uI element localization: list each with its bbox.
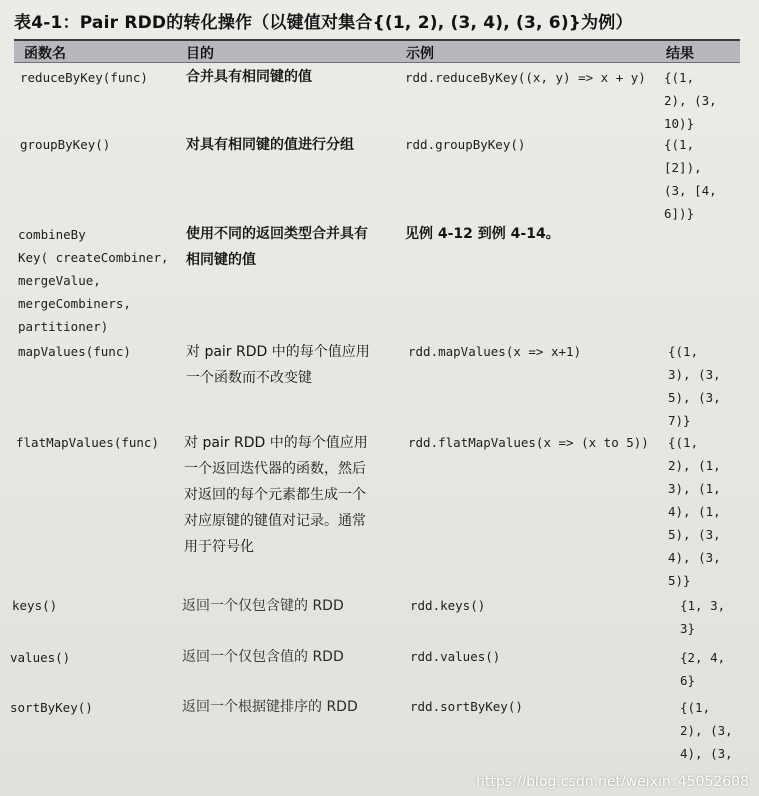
table-header <box>14 39 740 63</box>
table-row-flatmapvalues-purpose <box>184 430 368 560</box>
example-line: rdd.flatMapValues(x => (x to 5)) <box>408 435 649 450</box>
result-line: 3), (3, <box>668 367 721 382</box>
result-line: {(1, <box>664 137 695 152</box>
func-line: reduceByKey(func) <box>20 70 148 85</box>
func-line: mergeValue, <box>18 273 101 288</box>
table-caption: 表4-1：Pair RDD的转化操作（以键值对集合{(1, 2), (3, 4), (3, 6)}为例） <box>14 13 633 33</box>
func-line: sortByKey() <box>10 700 93 715</box>
table-row-values-purpose <box>182 644 344 670</box>
table-row-keys-result <box>680 594 725 640</box>
result-line: {(1, <box>680 700 711 715</box>
table-row-keys-purpose <box>182 593 344 619</box>
table-row-reducebykey-result <box>664 66 717 135</box>
table-row-keys-example <box>410 594 485 617</box>
table-row-combinebykey-func <box>18 223 169 338</box>
table-row-sortbykey-result <box>680 696 733 765</box>
table-row-sortbykey-func <box>10 696 93 719</box>
example-line: rdd.values() <box>410 649 501 664</box>
table-row-reducebykey-example <box>405 66 646 89</box>
result-line: [2]), <box>664 160 702 175</box>
func-line: values() <box>10 650 71 665</box>
example-line: 见例 4-12 到例 4-14。 <box>405 226 560 242</box>
header-result: 结果 <box>666 46 694 62</box>
table-row-sortbykey-example <box>410 695 523 718</box>
example-line: rdd.keys() <box>410 598 486 613</box>
table-row-groupbykey-func <box>20 133 110 156</box>
table-row-combinebykey-example <box>405 221 560 247</box>
table-row-mapvalues-result <box>668 340 721 432</box>
table-row-keys-func <box>12 594 57 617</box>
func-line: flatMapValues(func) <box>16 435 159 450</box>
result-line: {(1, <box>668 344 699 359</box>
table-row-reducebykey-func <box>20 66 148 89</box>
example-line: rdd.groupByKey() <box>405 137 526 152</box>
result-line: 5), (3, <box>668 527 721 542</box>
table-row-mapvalues-example <box>408 340 581 363</box>
table-row-values-func <box>10 646 70 669</box>
result-line: 10)} <box>664 116 695 131</box>
result-line: 6])} <box>664 206 695 221</box>
example-line: rdd.reduceByKey((x, y) => x + y) <box>405 70 646 85</box>
table-row-flatmapvalues-example <box>408 431 649 454</box>
table-row-mapvalues-purpose <box>186 339 370 391</box>
table-row-flatmapvalues-func <box>16 431 159 454</box>
purpose-line: 返回一个仅包含键的 RDD <box>182 598 344 614</box>
result-line: 6} <box>680 673 696 688</box>
result-line: 2), (3, <box>664 93 717 108</box>
result-line: {1, 3, <box>680 598 726 613</box>
table-row-groupbykey-purpose <box>186 132 354 158</box>
result-line: 4), (3, <box>680 746 733 761</box>
result-line: 4), (1, <box>668 504 721 519</box>
purpose-line: 相同键的值 <box>186 252 256 268</box>
purpose-line: 对返回的每个元素都生成一个 <box>184 487 366 503</box>
func-line: keys() <box>12 598 58 613</box>
result-line: 5)} <box>668 573 691 588</box>
table-row-flatmapvalues-result <box>668 431 721 592</box>
func-line: mapValues(func) <box>18 344 131 359</box>
header-function-name: 函数名 <box>24 46 66 62</box>
purpose-line: 一个函数而不改变键 <box>186 370 312 386</box>
example-line: rdd.mapValues(x => x+1) <box>408 344 582 359</box>
watermark-url: https://blog.csdn.net/weixin_45052608 <box>475 774 749 790</box>
table-row-reducebykey-purpose <box>186 64 312 90</box>
purpose-line: 对应原键的键值对记录。通常 <box>184 513 366 529</box>
purpose-line: 返回一个仅包含值的 RDD <box>182 649 344 665</box>
purpose-line: 返回一个根据键排序的 RDD <box>182 699 358 715</box>
table-row-values-result <box>680 646 725 692</box>
result-line: (3, [4, <box>664 183 717 198</box>
purpose-line: 用于符号化 <box>184 539 254 555</box>
result-line: 4), (3, <box>668 550 721 565</box>
result-line: {(1, <box>664 70 695 85</box>
table-row-groupbykey-example <box>405 133 525 156</box>
func-line: combineBy <box>18 227 86 242</box>
result-line: 2), (1, <box>668 458 721 473</box>
result-line: 5), (3, <box>668 390 721 405</box>
header-example: 示例 <box>406 46 434 62</box>
table-row-groupbykey-result <box>664 133 717 225</box>
purpose-line: 对 pair RDD 中的每个值应用 <box>186 344 370 360</box>
result-line: {(1, <box>668 435 699 450</box>
func-line: Key( createCombiner, <box>18 250 169 265</box>
result-line: {2, 4, <box>680 650 726 665</box>
purpose-line: 对 pair RDD 中的每个值应用 <box>184 435 368 451</box>
example-line: rdd.sortByKey() <box>410 699 523 714</box>
result-line: 3), (1, <box>668 481 721 496</box>
func-line: groupByKey() <box>20 137 111 152</box>
purpose-line: 对具有相同键的值进行分组 <box>186 137 354 153</box>
result-line: 7)} <box>668 413 691 428</box>
header-purpose: 目的 <box>186 46 214 62</box>
table-row-values-example <box>410 645 500 668</box>
purpose-line: 一个返回迭代器的函数，然后 <box>184 461 366 477</box>
func-line: partitioner) <box>18 319 109 334</box>
purpose-line: 合并具有相同键的值 <box>186 69 312 85</box>
table-row-sortbykey-purpose <box>182 694 358 720</box>
table-row-combinebykey-purpose <box>186 221 368 273</box>
table-row-mapvalues-func <box>18 340 131 363</box>
result-line: 2), (3, <box>680 723 733 738</box>
result-line: 3} <box>680 621 696 636</box>
func-line: mergeCombiners, <box>18 296 131 311</box>
purpose-line: 使用不同的返回类型合并具有 <box>186 226 368 242</box>
